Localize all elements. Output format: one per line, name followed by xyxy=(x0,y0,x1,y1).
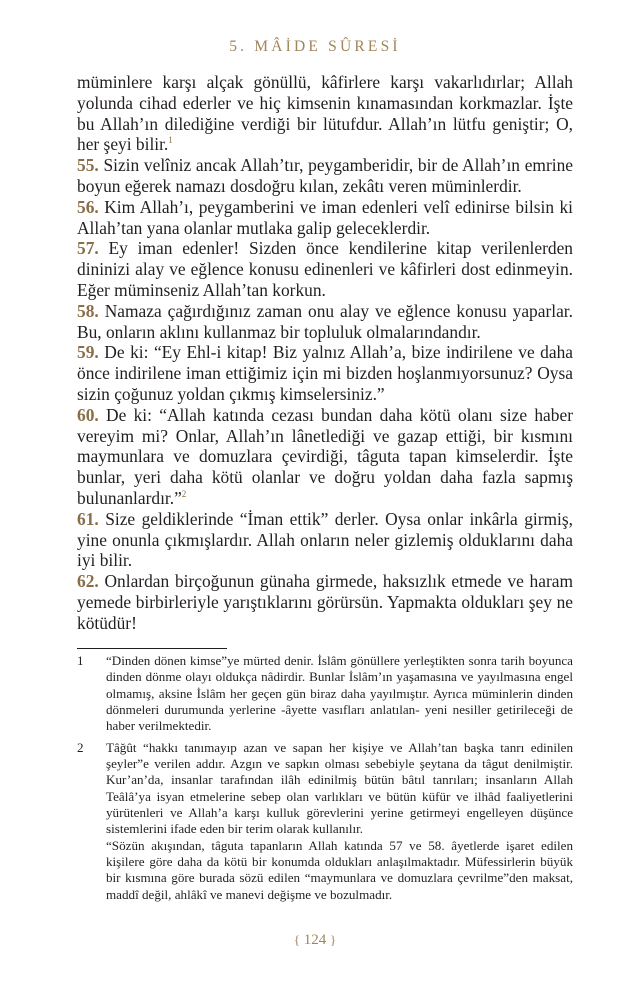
footnotes xyxy=(77,653,573,908)
intro-paragraph xyxy=(77,72,573,155)
verse xyxy=(77,301,573,343)
verse-number: 57. xyxy=(77,238,99,259)
ornament-left-icon: { xyxy=(293,932,300,947)
footnote-divider xyxy=(77,648,227,649)
verse xyxy=(77,197,573,239)
verse-number: 58. xyxy=(77,300,99,321)
verse xyxy=(77,342,573,404)
footnote-ref-2[interactable]: 2 xyxy=(181,489,187,500)
footnote xyxy=(77,653,573,735)
ornament-right-icon: } xyxy=(330,932,337,947)
verse-number: 59. xyxy=(77,342,99,363)
verse-number: 55. xyxy=(77,155,99,176)
page-number-area xyxy=(0,932,630,949)
verse-number: 56. xyxy=(77,196,99,217)
verse-text: Kim Allah’ı, peygamberini ve iman edenleri velî edinirse bilsin ki Allah’tan yana olanlar mutlaka galip geleceklerdir. xyxy=(77,196,573,238)
page-number: 124 xyxy=(303,932,327,948)
verse xyxy=(77,405,573,509)
verse-number: 60. xyxy=(77,404,99,425)
verse-text: Onlardan birçoğunun günaha girmede, haksızlık etmede ve haram yemede birbirleriyle yarıştıklarını görürsün. Yapmakta oldukları şey ne kötüdür! xyxy=(77,571,573,633)
intro-text: müminlere karşı alçak gönüllü, kâfirlere karşı vakarlıdırlar; Allah yolunda cihad ederler ve hiç kimsenin kınamasından korkmazlar. İşte bu Allah’ın dilediğine verdiği bir lütufdur. Allah’ın lütfu geniştir; O, her şeyi bilir. xyxy=(77,72,573,155)
verse xyxy=(77,509,573,571)
footnote-ref-1[interactable]: 1 xyxy=(168,135,173,146)
verse-text: Sizin velîniz ancak Allah’tır, peygamberidir, bir de Allah’ın emrine boyun eğerek namazı dosdoğru kılan, zekâtı veren müminlerdir. xyxy=(77,155,573,196)
verse-number: 62. xyxy=(77,571,99,592)
footnote-text: “Dinden dönen kimse”ye mürted denir. İslâm gönüllere yerleştikten sonra tarih boyunca dinden dönme olayı oldukça nâdirdir. Bunlar İslâm’ın yaşamasına ve yayılmasına engel olmamış, aksine İslâm her geçen gün biraz daha yayılmıştır. Ayrıca müminlerin dinden dönmeleri durumunda yerlerine -âyette vasıfları anlatılan- yeni nesiller getirileceği de haber verilmektedir. xyxy=(106,653,573,734)
footnote-number: 2 xyxy=(77,739,84,755)
footnote-number: 1 xyxy=(77,653,84,668)
footnote-text: Tâğût “hakkı tanımayıp azan ve sapan her kişiye ve Allah’tan başka tanrı edinilen şeyler”e verilen addır. Azgın ve sapkın olması sebebiyle şeytana da tâgut denilmiştir. Kur’an’da, insanlar tarafından ilâh edinilmiş bütün bâtıl tanrıları; insanların Allah Teâlâ’ya isyan etmelerine sebep olan varlıkları ve bütün küfür ve ilhâd faaliyetlerini yürütenleri ve Allah’a karşı kulluk görevlerini yerine getirmeyi engelleyen düşünce sistemlerini ifade eden bir terim olarak kullanılır. xyxy=(106,739,573,837)
verse-number: 61. xyxy=(77,508,99,529)
footnote xyxy=(77,740,573,903)
verse-text: Size geldiklerinde “İman ettik” derler. Oysa onlar inkârla girmiş, yine onunla çıkmışlardır. Allah onların neler gizlemiş olduklarını daha iyi bilir. xyxy=(77,508,573,571)
body-text xyxy=(77,72,573,634)
verse-list xyxy=(77,155,573,633)
verse xyxy=(77,155,573,197)
footnote-text: “Sözün akışından, tâguta tapanların Allah katında 57 ve 58. âyetlerde işaret edilen kişilere göre daha da kötü bir konumda oldukları anlaşılmaktadır. Müfessirlerin büyük bir kısmına göre burada sözü edilen “maymunlara ve domuzlara çevrilme”den maksat, maddî değil, ahlâkî ve manevi değişme ve bozulmadır. xyxy=(106,837,573,902)
verse xyxy=(77,571,573,633)
verse-text: Namaza çağırdığınız zaman onu alay ve eğlence konusu yaparlar. Bu, onların aklını kullanmaz bir topluluk olmalarındandır. xyxy=(77,300,573,342)
verse-text: De ki: “Allah katında cezası bundan daha kötü olanı size haber vereyim mi? Onlar, Allah’ın lânetlediği ve gazap ettiği, bir kısmını maymunlara ve domuzlara çevirdiği, tâguta tapan kimselerdir. İşte bunlar, yeri daha kötü olanlar ve doğru yoldan daha fazla sapmış bulunanlardır.” xyxy=(77,404,573,508)
running-header: 5. MÂİDE SÛRESİ xyxy=(229,38,401,55)
verse-text: De ki: “Ey Ehl-i kitap! Biz yalnız Allah’a, bize indirilene ve daha önce indirilene iman ettiğimiz için mi bizden hoşlanmıyorsunuz? Oysa sizin çoğunuz yoldan çıkmış kimselersiniz.” xyxy=(77,342,574,404)
verse xyxy=(77,238,573,300)
verse-text: Ey iman edenler! Sizden önce kendilerine kitap verilenlerden dininizi alay ve eğlence konusu edinenleri ve kâfirleri dost edinmeyin. Eğer müminseniz Allah’tan korkun. xyxy=(77,238,573,300)
